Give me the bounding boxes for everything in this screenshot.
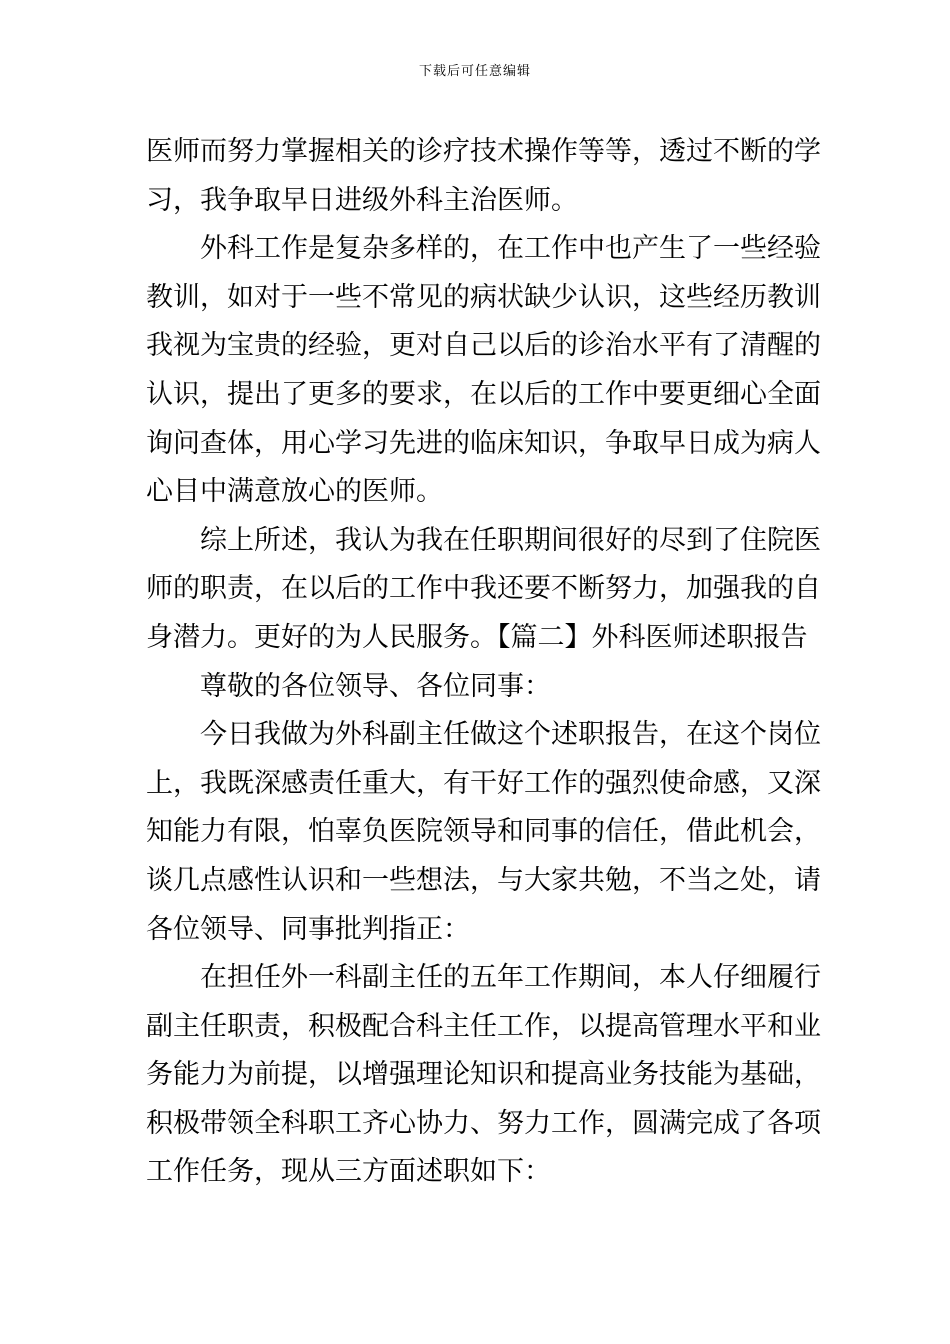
page-header: 下载后可任意编辑 xyxy=(418,64,531,79)
text-line: 谈几点感性认识和一些想法，与大家共勉，不当之处，请 xyxy=(146,864,821,896)
text-line: 心目中满意放心的医师。 xyxy=(146,476,443,508)
text-line: 工作任务，现从三方面述职如下： xyxy=(146,1156,551,1188)
text-line: 身潜力。更好的为人民服务。【篇二】外科医师述职报告 xyxy=(146,621,808,653)
document-body xyxy=(146,128,821,1197)
text-line: 知能力有限，怕辜负医院领导和同事的信任，借此机会， xyxy=(146,816,821,848)
text-line: 今日我做为外科副主任做这个述职报告，在这个岗位 xyxy=(200,719,821,751)
text-line: 询问查体，用心学习先进的临床知识，争取早日成为病人 xyxy=(146,427,821,459)
text-line: 教训，如对于一些不常见的病状缺少认识，这些经历教训 xyxy=(146,281,821,313)
text-line: 上，我既深感责任重大，有干好工作的强烈使命感，又深 xyxy=(146,767,821,799)
salutation: 尊敬的各位领导、各位同事： xyxy=(200,670,551,702)
text-line: 积极带领全科职工齐心协力、努力工作，圆满完成了各项 xyxy=(146,1107,821,1139)
text-line: 各位领导、同事批判指正： xyxy=(146,913,470,945)
text-line: 在担任外一科副主任的五年工作期间，本人仔细履行 xyxy=(200,962,821,994)
text-line: 务能力为前提，以增强理论知识和提高业务技能为基础， xyxy=(146,1059,821,1091)
text-line: 我视为宝贵的经验，更对自己以后的诊治水平有了清醒的 xyxy=(146,330,821,362)
text-line: 外科工作是复杂多样的，在工作中也产生了一些经验 xyxy=(200,233,821,265)
text-line: 认识，提出了更多的要求，在以后的工作中要更细心全面 xyxy=(146,378,821,410)
text-line: 师的职责，在以后的工作中我还要不断努力，加强我的自 xyxy=(146,573,821,605)
text-line: 综上所述，我认为我在任职期间很好的尽到了住院医 xyxy=(200,524,821,556)
text-line: 习，我争取早日进级外科主治医师。 xyxy=(146,184,578,216)
text-line: 医师而努力掌握相关的诊疗技术操作等等，透过不断的学 xyxy=(146,136,821,167)
text-line: 副主任职责，积极配合科主任工作，以提高管理水平和业 xyxy=(146,1010,821,1042)
